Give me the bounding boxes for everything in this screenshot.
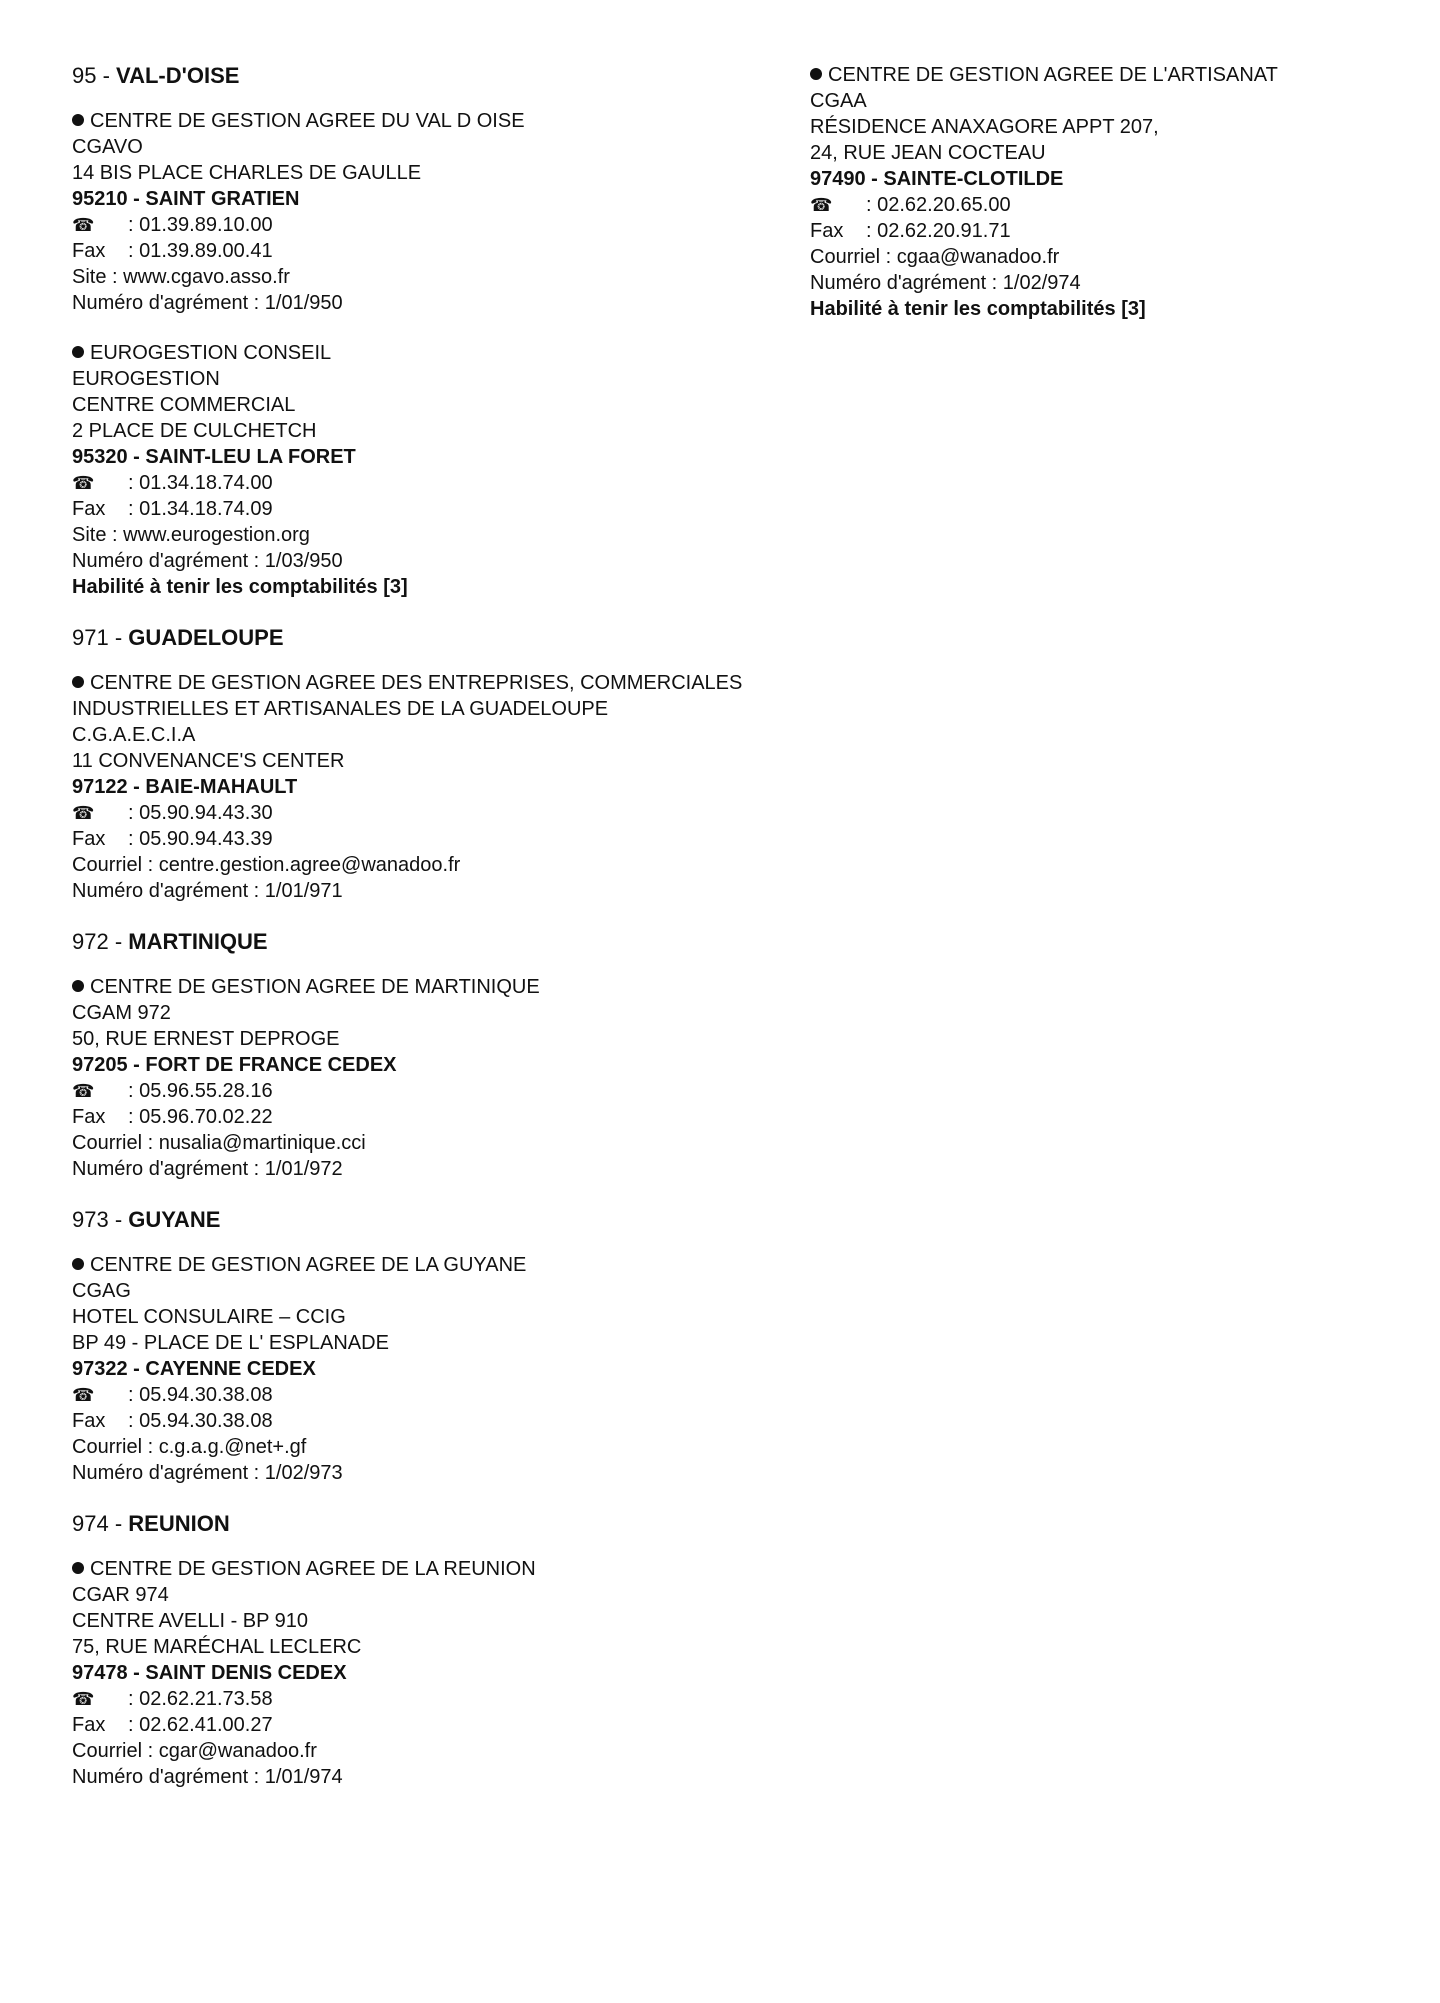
region-code: 971 - [72, 625, 123, 650]
fax-label: Fax [72, 1410, 106, 1432]
address-line: 75, RUE MARÉCHAL LECLERC [72, 1636, 362, 1658]
address-line: HOTEL CONSULAIRE – CCIG [72, 1306, 346, 1328]
contact-line: Courriel : cgar@wanadoo.fr [72, 1740, 317, 1762]
postal-city: 95320 - SAINT-LEU LA FORET [72, 446, 356, 468]
phone-row [72, 1078, 752, 1104]
bullet-icon [810, 68, 822, 80]
center-name-line [72, 340, 752, 366]
center-entry [72, 1252, 752, 1486]
region-code: 973 - [72, 1207, 123, 1232]
region-section [72, 1510, 752, 1790]
center-entry [72, 974, 752, 1182]
region-name: VAL-D'OISE [116, 63, 240, 88]
postal-city: 97478 - SAINT DENIS CEDEX [72, 1662, 347, 1684]
phone-icon: ☎ [72, 803, 95, 823]
fax-row [72, 1408, 752, 1434]
phone-icon: ☎ [810, 195, 833, 215]
center-name-line [72, 974, 752, 1000]
contact-line: Courriel : cgaa@wanadoo.fr [810, 246, 1060, 268]
contact-line: Site : www.cgavo.asso.fr [72, 266, 290, 288]
bullet-icon [72, 114, 84, 126]
contact-line: Courriel : centre.gestion.agree@wanadoo.fr [72, 854, 461, 876]
region-code: 972 - [72, 929, 123, 954]
right-column [810, 62, 1410, 346]
contact-line: Courriel : nusalia@martinique.cci [72, 1132, 366, 1154]
region-heading [72, 1510, 752, 1538]
region-heading [72, 1206, 752, 1234]
phone-row [72, 800, 752, 826]
region-name: MARTINIQUE [128, 929, 268, 954]
postal-city: 97205 - FORT DE FRANCE CEDEX [72, 1054, 397, 1076]
contact-line: Courriel : c.g.a.g.@net+.gf [72, 1436, 307, 1458]
postal-city: 95210 - SAINT GRATIEN [72, 188, 300, 210]
phone-number: : 05.94.30.38.08 [128, 1384, 273, 1406]
phone-number: : 01.34.18.74.00 [128, 472, 273, 494]
contact-line: Site : www.eurogestion.org [72, 524, 310, 546]
phone-row [72, 1382, 752, 1408]
phone-number: : 02.62.20.65.00 [866, 194, 1011, 216]
fax-label: Fax [72, 240, 106, 262]
phone-row [72, 212, 752, 238]
fax-label: Fax [72, 1714, 106, 1736]
region-name: GUYANE [128, 1207, 221, 1232]
center-acronym: CGAR 974 [72, 1584, 169, 1606]
region-section [72, 1206, 752, 1486]
agrement-number: Numéro d'agrément : 1/02/974 [810, 272, 1081, 294]
center-acronym: CGAA [810, 90, 867, 112]
phone-row [72, 470, 752, 496]
region-section [72, 62, 752, 600]
fax-label: Fax [72, 1106, 106, 1128]
phone-icon: ☎ [72, 1689, 95, 1709]
center-name: CENTRE DE GESTION AGREE DES ENTREPRISES, COMMERCIALES INDUSTRIELLES ET ARTISANALES DE LA GUADELOUPE [72, 672, 743, 720]
fax-number: : 02.62.41.00.27 [128, 1714, 273, 1736]
fax-row [72, 1712, 752, 1738]
bullet-icon [72, 346, 84, 358]
region-section [72, 624, 752, 904]
bullet-icon [72, 980, 84, 992]
fax-number: : 05.96.70.02.22 [128, 1106, 273, 1128]
postal-city: 97322 - CAYENNE CEDEX [72, 1358, 316, 1380]
bullet-icon [72, 1562, 84, 1574]
agrement-number: Numéro d'agrément : 1/03/950 [72, 550, 343, 572]
center-name-line [72, 1556, 752, 1582]
bullet-icon [72, 1258, 84, 1270]
center-name-line [72, 108, 752, 134]
center-name-line [72, 1252, 752, 1278]
region-name: REUNION [128, 1511, 230, 1536]
center-name: CENTRE DE GESTION AGREE DE MARTINIQUE [90, 976, 540, 998]
fax-row [72, 826, 752, 852]
region-heading [72, 62, 752, 90]
agrement-number: Numéro d'agrément : 1/01/972 [72, 1158, 343, 1180]
fax-label: Fax [72, 828, 106, 850]
fax-number: : 01.39.89.00.41 [128, 240, 273, 262]
region-code: 95 - [72, 63, 110, 88]
center-name-line [810, 62, 1410, 88]
address-line: 11 CONVENANCE'S CENTER [72, 750, 345, 772]
address-line: CENTRE AVELLI - BP 910 [72, 1610, 309, 1632]
postal-city: 97122 - BAIE-MAHAULT [72, 776, 298, 798]
center-name: CENTRE DE GESTION AGREE DU VAL D OISE [90, 110, 525, 132]
address-line: CENTRE COMMERCIAL [72, 394, 296, 416]
fax-number: : 02.62.20.91.71 [866, 220, 1011, 242]
center-acronym: CGAVO [72, 136, 143, 158]
phone-icon: ☎ [72, 1385, 95, 1405]
agrement-number: Numéro d'agrément : 1/01/950 [72, 292, 343, 314]
fax-row [72, 496, 752, 522]
fax-row [72, 238, 752, 264]
region-code: 974 - [72, 1511, 123, 1536]
phone-number: : 05.90.94.43.30 [128, 802, 273, 824]
center-name: CENTRE DE GESTION AGREE DE LA GUYANE [90, 1254, 527, 1276]
center-name: CENTRE DE GESTION AGREE DE L'ARTISANAT [828, 64, 1278, 86]
postal-city: 97490 - SAINTE-CLOTILDE [810, 168, 1064, 190]
fax-number: : 01.34.18.74.09 [128, 498, 273, 520]
phone-icon: ☎ [72, 1081, 95, 1101]
center-entry [72, 340, 752, 600]
phone-row [810, 192, 1410, 218]
left-column [72, 62, 752, 1814]
habilitation-note: Habilité à tenir les comptabilités [3] [810, 298, 1146, 320]
agrement-number: Numéro d'agrément : 1/02/973 [72, 1462, 343, 1484]
center-name: CENTRE DE GESTION AGREE DE LA REUNION [90, 1558, 536, 1580]
region-name: GUADELOUPE [128, 625, 284, 650]
address-line: 50, RUE ERNEST DEPROGE [72, 1028, 340, 1050]
fax-label: Fax [72, 498, 106, 520]
phone-icon: ☎ [72, 215, 95, 235]
address-line: 2 PLACE DE CULCHETCH [72, 420, 317, 442]
address-line: 14 BIS PLACE CHARLES DE GAULLE [72, 162, 422, 184]
center-entry [810, 62, 1410, 322]
phone-number: : 05.96.55.28.16 [128, 1080, 273, 1102]
center-entry [72, 670, 752, 904]
fax-row [810, 218, 1410, 244]
center-acronym: EUROGESTION [72, 368, 220, 390]
fax-label: Fax [810, 220, 844, 242]
agrement-number: Numéro d'agrément : 1/01/974 [72, 1766, 343, 1788]
center-acronym: C.G.A.E.C.I.A [72, 724, 196, 746]
fax-number: : 05.90.94.43.39 [128, 828, 273, 850]
bullet-icon [72, 676, 84, 688]
center-acronym: CGAG [72, 1280, 131, 1302]
center-acronym: CGAM 972 [72, 1002, 171, 1024]
center-name: EUROGESTION CONSEIL [90, 342, 332, 364]
center-entry [72, 108, 752, 316]
address-line: RÉSIDENCE ANAXAGORE APPT 207, [810, 116, 1159, 138]
phone-number: : 02.62.21.73.58 [128, 1688, 273, 1710]
address-line: 24, RUE JEAN COCTEAU [810, 142, 1046, 164]
address-line: BP 49 - PLACE DE L' ESPLANADE [72, 1332, 389, 1354]
fax-row [72, 1104, 752, 1130]
agrement-number: Numéro d'agrément : 1/01/971 [72, 880, 343, 902]
center-name-line [72, 670, 752, 722]
phone-icon: ☎ [72, 473, 95, 493]
fax-number: : 05.94.30.38.08 [128, 1410, 273, 1432]
habilitation-note: Habilité à tenir les comptabilités [3] [72, 576, 408, 598]
region-section [72, 928, 752, 1182]
phone-number: : 01.39.89.10.00 [128, 214, 273, 236]
region-heading [72, 928, 752, 956]
center-entry [72, 1556, 752, 1790]
phone-row [72, 1686, 752, 1712]
region-heading [72, 624, 752, 652]
